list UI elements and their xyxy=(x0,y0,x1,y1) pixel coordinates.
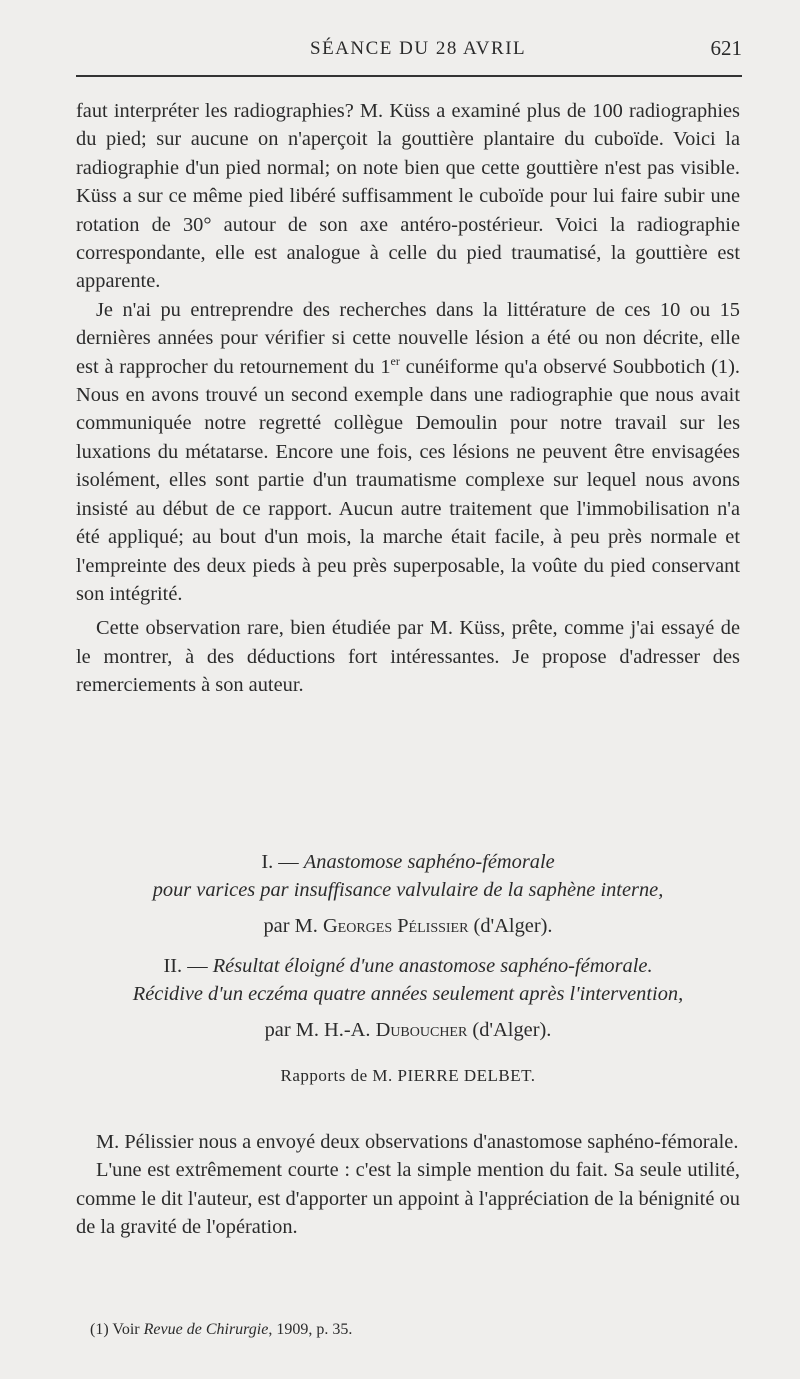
section-heading xyxy=(76,848,740,1086)
header-rule xyxy=(76,75,742,77)
ordinal-suffix: er xyxy=(390,353,400,368)
paragraph-2-part-b: cunéiforme qu'a observé Soubbotich (1). Nous en avons trouvé un second exemple dans une radiographie que nous avait communiquée notre regretté collègue Demoulin pour notre travail sur les luxations du métatarse. Encore une fois, ces lésions ne peuvent être envisagées isolément, elles sont partie d'un traumatisme complexe sur lequel nous avons insisté au début de ce rapport. Aucun autre traitement que l'immobilisation n'a été appliqué; au bout d'un mois, la marche était facile, à peu près normale et l'empreinte des deux pieds à peu près superposable, la voûte du pied conservant son intégrité. xyxy=(76,355,740,605)
item-1-number: I. — xyxy=(261,851,304,873)
page-number: 621 xyxy=(710,36,742,60)
item-1-place: (d'Alger). xyxy=(468,915,553,937)
item-2-title-a: Résultat éloigné d'une anastomose saphéno-fémorale. xyxy=(212,955,653,977)
item-1-author: Georges Pélissier xyxy=(322,915,469,937)
footnote-suffix: , 1909, p. 35. xyxy=(268,1321,353,1338)
item-1-title-line-1 xyxy=(76,848,740,876)
item-2-author: Duboucher xyxy=(375,1019,468,1041)
running-title: SÉANCE DU 28 AVRIL xyxy=(310,38,527,59)
ordinal-number: 1 xyxy=(380,355,391,378)
footnote-prefix: (1) Voir xyxy=(90,1321,144,1338)
paragraph-4: M. Pélissier nous a envoyé deux observations d'anastomose saphéno-fémorale. xyxy=(96,1131,739,1153)
page-header xyxy=(0,30,800,70)
item-1-title-line-2: pour varices par insuffisance valvulaire de la saphène interne, xyxy=(152,879,664,901)
rapports-line: Rapports de M. PIERRE DELBET. xyxy=(280,1066,536,1085)
paragraph-5: L'une est extrêmement courte : c'est la simple mention du fait. Sa seule utilité, comme le dit l'auteur, est d'apporter un appoint à l'appréciation de la bénignité ou de la gravité de l'opération. xyxy=(76,1159,740,1239)
item-1-by: par M. xyxy=(263,915,323,937)
paragraph-2-part-a: Je n'ai pu entreprendre des recherches dans la littérature de ces 10 ou 15 dernières années pour vérifier si cette nouvelle lésion a été ou non décrite, elle est à rapprocher du retournement du xyxy=(76,298,740,378)
footnote xyxy=(90,1321,740,1339)
item-1-title-a: Anastomose saphéno-fémorale xyxy=(303,851,555,873)
paragraph-1: faut interpréter les radiographies? M. Küss a examiné plus de 100 radiographies du pied; sur aucune on n'aperçoit la gouttière plantaire du cuboïde. Voici la radiographie d'un pied normal; on note bien que cette gouttière n'est pas visible. Küss a sur ce même pied libéré suffisamment le cuboïde pour lui faire subir une rotation de 30° autour de son axe antéro-postérieur. Voici la radiographie correspondante, elle est analogue à celle du pied traumatisé, la gouttière est apparente. xyxy=(76,100,740,293)
paragraph-3: Cette observation rare, bien étudiée par M. Küss, prête, comme j'ai essayé de le montrer, à des déductions fort intéressantes. Je propose d'adresser des remerciements à son auteur. xyxy=(76,617,740,697)
item-2-by: par M. H.-A. xyxy=(264,1019,376,1041)
footnote-journal: Revue de Chirurgie xyxy=(143,1321,269,1338)
item-1-author-line xyxy=(76,912,740,940)
item-2-number: II. — xyxy=(163,955,213,977)
main-text xyxy=(76,97,740,700)
item-2-title-line-1 xyxy=(76,952,740,980)
paragraph-2 xyxy=(76,296,740,608)
item-2-author-line xyxy=(76,1016,740,1044)
item-2-title-line-2: Récidive d'un eczéma quatre années seulement après l'intervention, xyxy=(132,983,684,1005)
main-text-2 xyxy=(76,1128,740,1242)
item-2-place: (d'Alger). xyxy=(467,1019,552,1041)
